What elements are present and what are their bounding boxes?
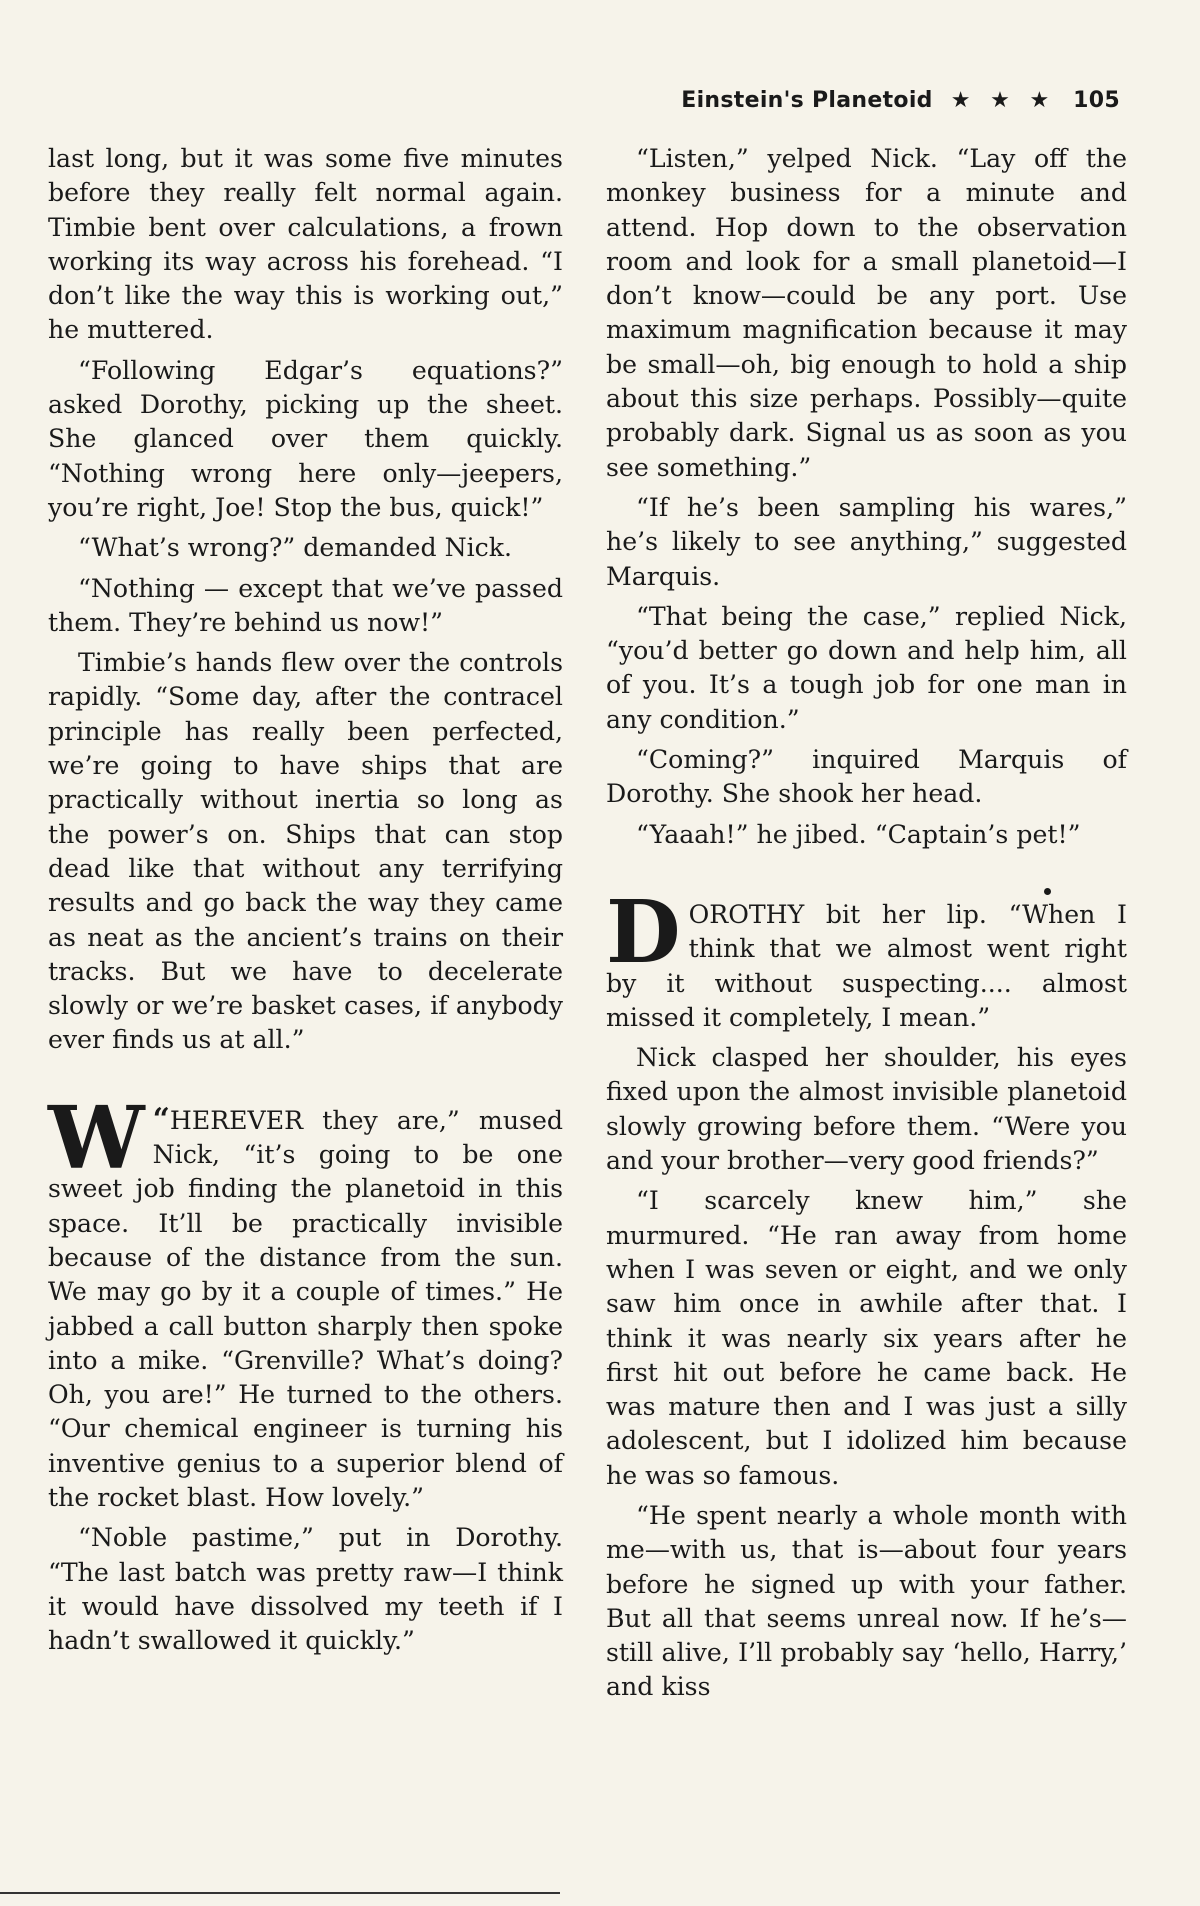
- paragraph: “He spent nearly a whole month with me—with us, that is—about four years before he signed up with your father. But all that seems unreal now. If he’s—still alive, I’ll probably say ‘hello, Harry,’ and kiss: [606, 1500, 1127, 1702]
- page-number: 105: [1073, 88, 1120, 113]
- paragraph: Timbie’s hands flew over the controls rapidly. “Some day, after the contracel principle has really been perfected, we’re going to have ships that are practically without inertia so long as the power’s on. Ships that can stop dead like that without any terrifying results and go back the way they came as neat as the ancient’s trains on their tracks. But we have to decelerate slowly or we’re basket cases, if anybody ever finds us at all.”: [48, 648, 563, 1055]
- star-ornament: ★ ★ ★: [950, 88, 1056, 113]
- running-header: [681, 88, 1120, 113]
- paragraph-dropcap: [606, 881, 1127, 1035]
- paragraph: “That being the case,” replied Nick, “you’d better go down and help him, all of you. It’s a tough job for one man in any condition.”: [606, 601, 1127, 734]
- drop-cap-letter: W: [48, 1087, 145, 1189]
- paragraph: Nick clasped her shoulder, his eyes fixed upon the almost invisible planetoid slowly growing before them. “Were you and your brother—very good friends?”: [606, 1043, 1127, 1176]
- paragraph: “Yaaah!” he jibed. “Captain’s pet!”: [636, 819, 1081, 849]
- decorative-dot: [1044, 888, 1051, 895]
- paragraph: “Following Edgar’s equations?” asked Dorothy, picking up the sheet. She glanced over them quickly. “Nothing wrong here only—jeepers, you’re right, Joe! Stop the bus, quick!”: [48, 355, 563, 522]
- right-column: [606, 142, 1127, 1711]
- bottom-rule: [0, 1892, 560, 1894]
- paragraph-dropcap: [48, 1087, 563, 1516]
- drop-cap-letter: D: [606, 881, 681, 983]
- paragraph-text: OROTHY bit her lip. “When I think that we almost went right by it without suspecting.... almost missed it completely, I mean.”: [606, 899, 1127, 1032]
- left-column: [48, 142, 563, 1664]
- paragraph: “Listen,” yelped Nick. “Lay off the monkey business for a minute and attend. Hop down to the observation room and look for a small planetoid—I don’t know—could be any port. Use maximum magnification because it may be small—oh, big enough to hold a ship about this size perhaps. Possibly—quite probably dark. Signal us as soon as you see something.”: [606, 144, 1127, 482]
- paragraph: “Nothing — except that we’ve passed them. They’re behind us now!”: [48, 573, 563, 637]
- paragraph: “What’s wrong?” demanded Nick.: [78, 533, 513, 563]
- paragraph: last long, but it was some five minutes before they really felt normal again. Timbie bent over calculations, a frown working its way across his forehead. “I don’t like the way this is working out,” he muttered.: [48, 144, 563, 345]
- paragraph: “Coming?” inquired Marquis of Dorothy. She shook her head.: [606, 745, 1127, 809]
- running-title: Einstein's Planetoid: [681, 88, 933, 113]
- paragraph-text: HEREVER they are,” mused Nick, “it’s going to be one sweet job finding the planetoid in this space. It’ll be practically invisible because of the distance from the sun. We may go by it a couple of times.” He jabbed a call button sharply then spoke into a mike. “Grenville? What’s doing? Oh, you are!” He turned to the others. “Our chemical engineer is turning his inventive genius to a superior blend of the rocket blast. How lovely.”: [48, 1105, 563, 1512]
- paragraph: “Noble pastime,” put in Dorothy. “The last batch was pretty raw—I think it would have dissolved my teeth if I hadn’t swallowed it quickly.”: [48, 1523, 563, 1656]
- paragraph: “I scarcely knew him,” she murmured. “He ran away from home when I was seven or eight, and we only saw him once in awhile after that. I think it was nearly six years after he first hit out before he came back. He was mature then and I was just a silly adolescent, but I idolized him because he was so famous.: [606, 1186, 1127, 1490]
- open-quote: “: [152, 1101, 170, 1137]
- paragraph: “If he’s been sampling his wares,” he’s likely to see anything,” suggested Marquis.: [606, 492, 1127, 591]
